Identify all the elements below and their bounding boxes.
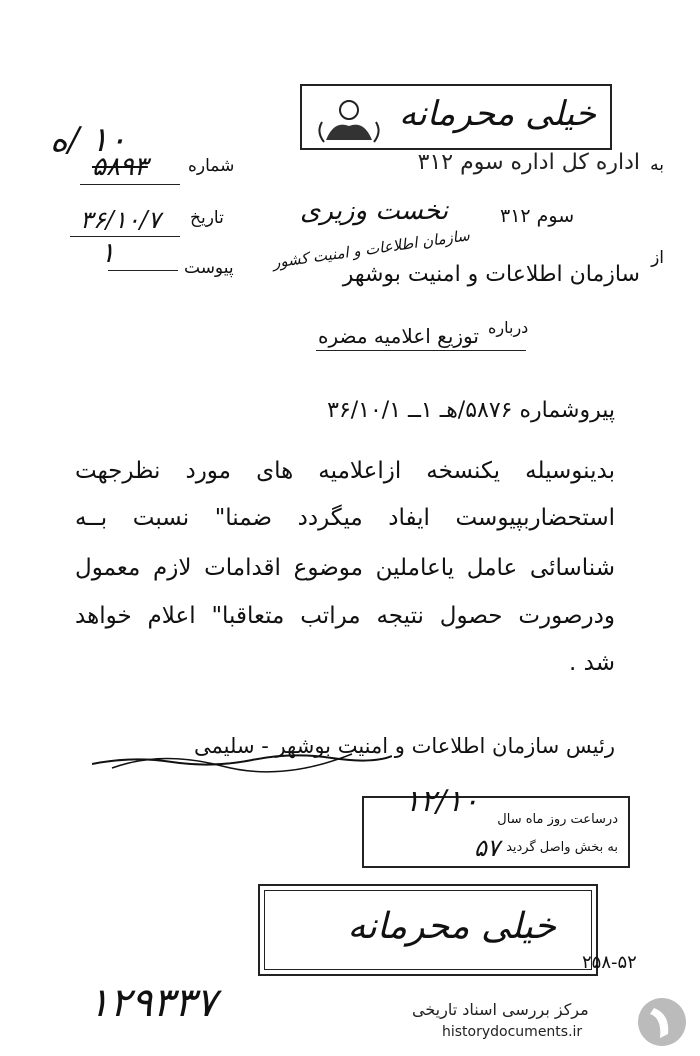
body-line-2: استحضاربپیوست ایفاد میگردد ضمنا" نسبت بــه	[75, 505, 615, 531]
attachment-underline	[108, 270, 178, 271]
bottom-stamp-text: خیلی محرمانه	[347, 906, 556, 947]
date-value: ۳۶/۱۰/۷	[80, 206, 161, 234]
date-label: تاریخ	[190, 208, 224, 228]
signature: رئیس سازمان اطلاعات و امنیت بوشهر - سلیمی	[194, 734, 615, 758]
number-value: ۵۸۹۳	[92, 152, 148, 182]
archive-number: ۱۲۹۳۳۷	[88, 980, 217, 1026]
from-value: سازمان اطلاعات و امنیت بوشهر	[342, 262, 640, 287]
top-confidential-stamp	[300, 84, 612, 150]
top-stamp-text: خیلی محرمانه	[399, 94, 596, 134]
attachment-value: ۱	[100, 236, 116, 269]
from-handwritten: سازمان اطلاعات و امنیت کشور	[271, 226, 471, 272]
receipt-line-1: درساعت روز ماه سال	[497, 812, 618, 827]
signature-scribble	[92, 736, 392, 776]
prime-minister-handwritten: نخست وزیری	[300, 196, 449, 226]
reference-code: ۲۵۸-۵۲	[582, 952, 637, 973]
reference-line: پیروشماره ۵۸۷۶/هـ ۱ــ ۳۶/۱۰/۱	[327, 398, 615, 423]
body-line-5: شد .	[569, 650, 615, 676]
from-prefix: از	[651, 248, 664, 268]
receipt-line-2: به بخش واصل گردید	[506, 840, 618, 855]
body-line-4: ودرصورت حصول نتیجه مراتب متعاقبا" اعلام خواهد	[75, 603, 615, 629]
about-prefix: درباره	[488, 318, 529, 337]
receipt-stamp	[362, 784, 630, 868]
to-value: اداره کل اداره سوم ۳۱۲	[417, 150, 640, 175]
number-handwritten: ۱۰ /ه	[50, 120, 127, 160]
receipt-handwritten-b: ۵۷	[474, 834, 500, 862]
bottom-confidential-stamp	[258, 884, 598, 976]
body-line-1: بدینوسیله یکنسخه ازاعلامیه های مورد نظرجهت	[75, 458, 615, 484]
attachment-label: پیوست	[184, 258, 234, 278]
lion-sun-emblem-icon	[314, 92, 384, 152]
watermark-url: historydocuments.ir	[442, 1024, 583, 1040]
watermark-title: مرکز بررسی اسناد تاریخی	[412, 1000, 589, 1019]
number-underline	[80, 184, 180, 185]
to-value-2: سوم ۳۱۲	[500, 205, 575, 227]
watermark-logo-icon	[634, 994, 690, 1050]
receipt-handwritten-a: ۱۲/۱۰	[404, 784, 479, 819]
about-underline	[316, 350, 526, 351]
body-line-3: شناسائی عامل یاعاملین موضوع اقدامات لازم معمول	[75, 555, 615, 581]
to-prefix: به	[650, 155, 664, 175]
number-label: شماره	[188, 156, 235, 176]
date-underline	[70, 236, 180, 237]
about-value: توزیع اعلامیه مضره	[318, 324, 479, 348]
